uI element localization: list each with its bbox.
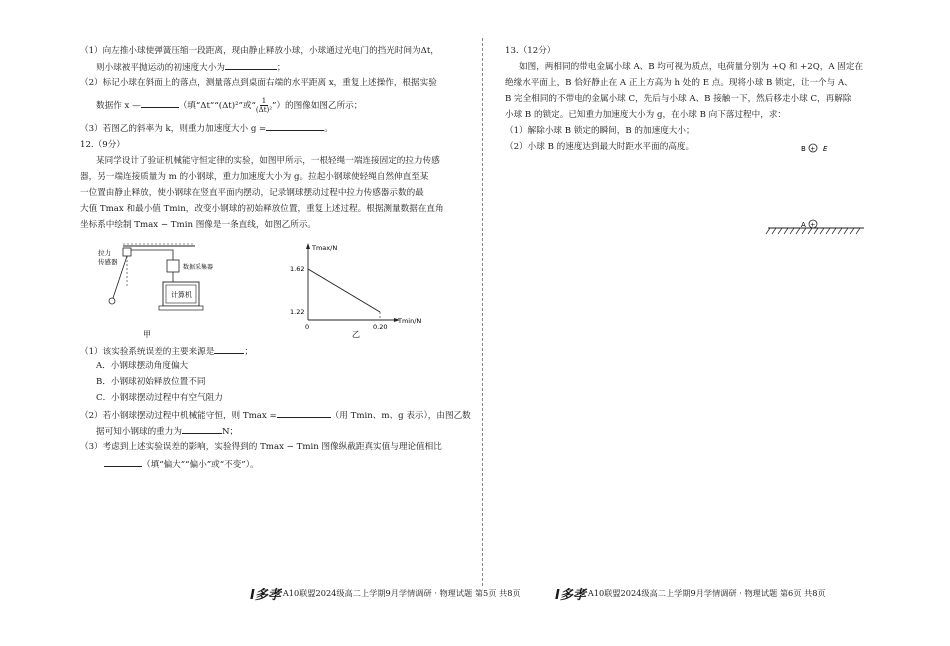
q11-part3: （3）若图乙的斜率为 k，则重力加速度大小 g = 。: [80, 121, 333, 135]
q12-part3-line2: （填“偏大”“偏小”或“不变”）。: [104, 457, 259, 471]
q12-desc-2: 器，另一端连接质量为 m 的小钢球，重力加速度大小为 g。拉起小钢球使轻绳自然伸直至某: [80, 172, 429, 182]
answer-blank: [266, 121, 324, 131]
sensor-label-1: 拉力: [98, 249, 111, 257]
brand-logo: I多孝: [555, 588, 586, 603]
q13-desc-1: 如图，两相同的带电金属小球 A、B 均可视为质点，电荷量分别为 +Q 和 +2Q，A 固定在: [519, 62, 864, 72]
right-footer-text: A10联盟2024级高二上学期9月学情调研 · 物理试题 第6页 共8页: [587, 588, 826, 598]
q11-part2-line2: 数据作 x — （填“Δt”“(Δt)²”或“ $\frac{1}{\text{(Δt)²}}$ ”）的图像如图乙所示；: [96, 97, 363, 114]
ball-a-charge: +: [810, 221, 816, 229]
q12-heading: 12.（9分）: [80, 140, 125, 150]
q12-desc-1: 某同学设计了验证机械能守恒定律的实验，如图甲所示，一根轻绳一端连接固定的拉力传感: [96, 156, 440, 166]
answer-blank: [277, 408, 331, 418]
q11-part1-line1: （1）向左推小球使弹簧压缩一段距离，现由静止释放小球，小球通过光电门的挡光时间为Δt，: [80, 46, 439, 56]
q13-desc-4: 小球 B 的锁定。已知重力加速度大小为 g，在小球 B 向下落过程中，求：: [505, 110, 787, 120]
q12-desc-3: 一位置由静止释放，使小钢球在竖直平面内摆动，记录钢球摆动过程中拉力传感器示数的最: [80, 188, 424, 198]
q11-part1-text: 则小球被平抛运动的初速度大小为: [96, 63, 225, 73]
q12-desc-4: 大值 Tmax 和最小值 Tmin，改变小钢球的初始释放位置，重复上述过程。根据测量数据在直角: [80, 204, 444, 214]
answer-blank: [182, 424, 222, 434]
left-footer: [250, 584, 521, 603]
q13-figure: [760, 136, 870, 240]
q11-part1-line2: 则小球被平抛运动的初速度大小为 ；: [96, 60, 286, 74]
figure-yi-graph: [285, 240, 425, 340]
fraction: $\frac{1}{\text{(Δt)²}}$: [255, 97, 273, 114]
sensor-label-2: 传感器: [98, 258, 118, 266]
q13-part1: （1）解除小球 B 锁定的瞬间，B 的加速度大小；: [505, 126, 695, 136]
answer-blank: [104, 457, 142, 467]
option-b: B．小钢球初始释放位置不同: [96, 377, 206, 387]
origin-label: 0: [305, 323, 310, 331]
x-tick-end: 0.20: [373, 323, 388, 331]
ball-b-label: B: [801, 145, 806, 153]
graph-line: [308, 269, 380, 312]
q13-desc-2: 绝缘水平面上，B 恰好静止在 A 正上方高为 h 处的 E 点。现将小球 B 锁定，让一个与 A、: [505, 78, 853, 88]
q12-part2-line1: （2）若小钢球摆动过程中机械能守恒，则 Tmax = （用 Tmin、m、g 表示），由图乙数: [80, 408, 471, 422]
column-divider: [482, 38, 483, 586]
option-c: C．小钢球摆动过程中有空气阻力: [96, 393, 223, 403]
q12-part2-line2: 据可知小钢球的重力为 N；: [96, 424, 238, 438]
q12-part3-line1: （3）考虑到上述实验误差的影响，实验得到的 Tmax − Tmin 图像纵截距真实值与理论值相比: [80, 442, 442, 452]
figure-jia-apparatus: [95, 240, 225, 340]
y-tick-bottom: 1.22: [290, 308, 305, 316]
point-e-label: E: [823, 145, 828, 153]
y-tick-top: 1.62: [290, 265, 305, 273]
collector-label: 数据采集器: [183, 264, 214, 271]
option-a: A．小钢球摆动角度偏大: [96, 361, 189, 371]
answer-blank: [214, 344, 244, 354]
figure-jia-caption: 甲: [143, 330, 151, 339]
x-axis-label: Tmin/N: [398, 317, 422, 325]
y-axis-label: Tmax/N: [312, 244, 338, 252]
ground-hatching: [766, 228, 860, 234]
answer-blank: [141, 98, 179, 108]
answer-blank: [225, 60, 277, 70]
q13-part2: （2）小球 B 的速度达到最大时距水平面的高度。: [505, 142, 695, 152]
ball-b-charge: +: [810, 145, 816, 153]
q13-heading: 13.（12分）: [505, 46, 556, 56]
brand-logo: I多孝: [250, 588, 281, 603]
steel-ball: [109, 298, 115, 304]
figure-yi-caption: 乙: [352, 330, 360, 339]
ball-a-label: A: [801, 221, 806, 229]
q12-desc-5: 坐标系中绘制 Tmax − Tmin 图像是一条直线，如图乙所示。: [80, 220, 317, 230]
q11-part2-line1: （2）标记小球在斜面上的落点，测量落点到桌面右端的水平距离 x，重复上述操作，根据实验: [80, 78, 437, 88]
force-sensor: [123, 248, 131, 256]
left-footer-text: A10联盟2024级高二上学期9月学情调研 · 物理试题 第5页 共8页: [282, 588, 521, 598]
right-footer: [555, 584, 826, 603]
q12-part1: （1）该实验系统误差的主要来源是 ；: [80, 344, 253, 358]
q13-desc-3: B 完全相同的不带电的金属小球 C，先后与小球 A、B 接触一下，然后移走小球 C，再解除: [505, 94, 852, 104]
data-collector: [167, 260, 179, 272]
computer-label: 计算机: [171, 291, 192, 299]
